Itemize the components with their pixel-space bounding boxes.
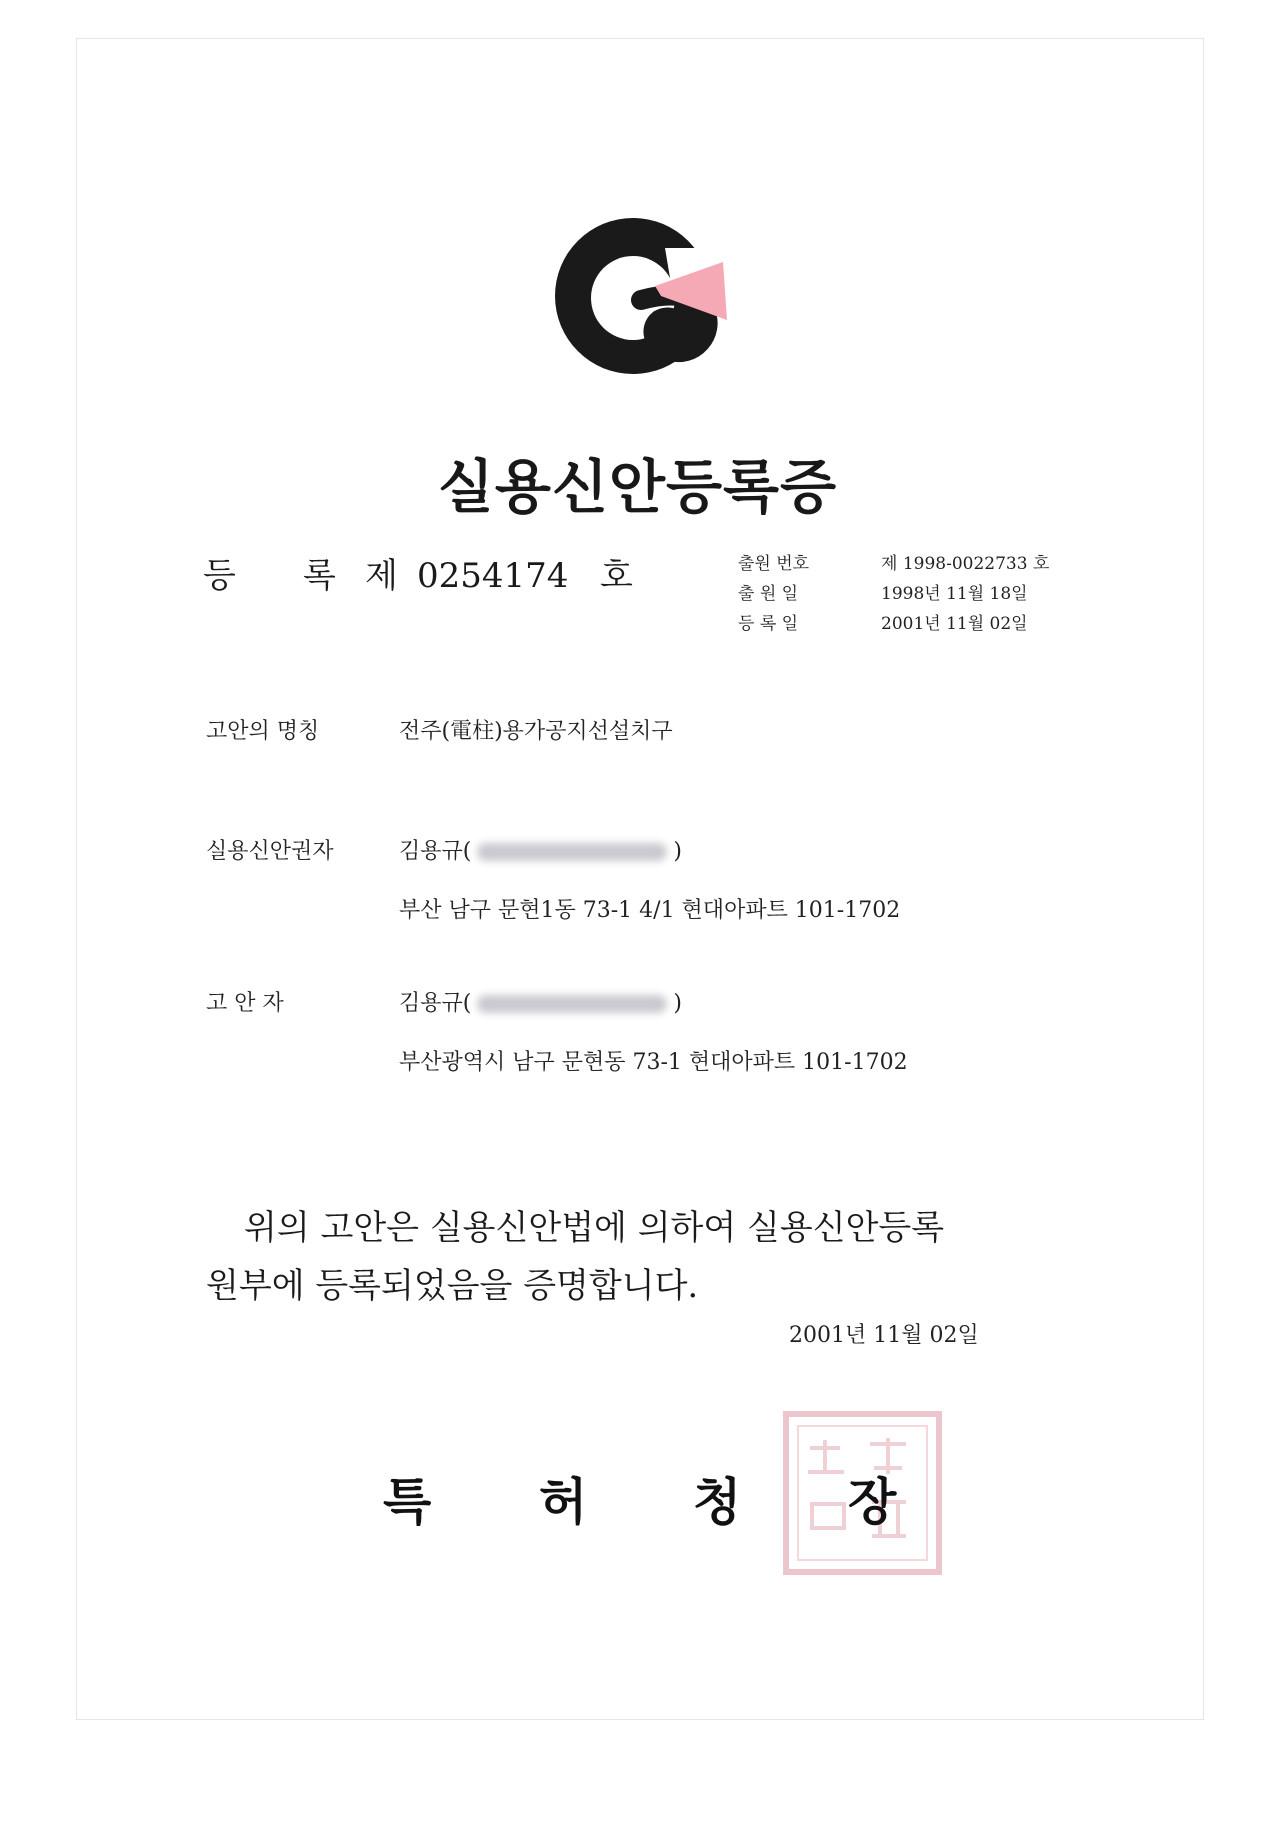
application-date-label: 출 원 일 — [738, 584, 799, 604]
invention-name-value: 전주(電柱)용가공지선설치구 — [399, 719, 673, 744]
issuer-char-3: 청 — [693, 1473, 742, 1531]
application-number-value: 제 1998-0022733 호 — [881, 554, 1050, 574]
inventor-label: 고 안 자 — [206, 991, 284, 1016]
registration-date-label: 등 록 일 — [738, 614, 799, 634]
owner-label: 실용신안권자 — [206, 839, 334, 864]
invention-name-label: 고안의 명칭 — [206, 719, 320, 744]
registration-label-1: 등 — [203, 556, 236, 596]
application-info — [738, 549, 1049, 639]
owner-name: 김용규( — [399, 839, 472, 864]
statement-line-1: 위의 고안은 실용신안법에 의하여 실용신안등록 — [244, 1208, 945, 1248]
redacted-id — [477, 843, 667, 861]
registration-label-2: 록 — [303, 556, 336, 596]
issue-date: 2001년 11월 02일 — [789, 1323, 979, 1348]
application-number-row — [738, 549, 1049, 579]
registration-suffix: 호 — [600, 556, 633, 596]
inventor-name: 김용규( — [399, 991, 472, 1016]
document-title: 실용신안등록증 — [437, 453, 838, 521]
redacted-id — [477, 995, 667, 1013]
registration-number — [203, 548, 633, 597]
owner-address: 부산 남구 문현1동 73-1 4/1 현대아파트 101-1702 — [399, 898, 901, 923]
registration-label-3: 제 — [365, 556, 398, 596]
certification-statement — [206, 1199, 1096, 1315]
owner-close: ) — [673, 839, 682, 864]
application-number-label: 출원 번호 — [738, 554, 810, 574]
issuer-char-4: 장 — [848, 1473, 897, 1531]
kipo-emblem-icon — [545, 200, 755, 380]
application-date-value: 1998년 11월 18일 — [881, 584, 1028, 604]
statement-line-2: 원부에 등록되었음을 증명합니다. — [206, 1266, 699, 1306]
application-date-row — [738, 579, 1049, 609]
issuer-char-2: 허 — [539, 1473, 588, 1531]
invention-name-row — [206, 714, 673, 745]
owner-row — [206, 834, 682, 865]
registration-number-value: 0254174 — [417, 556, 569, 596]
inventor-row — [206, 986, 682, 1017]
issuer-char-1: 특 — [383, 1473, 432, 1531]
registration-date-row — [738, 609, 1049, 639]
issuer — [383, 1462, 896, 1534]
registration-date-value: 2001년 11월 02일 — [881, 614, 1028, 634]
inventor-close: ) — [673, 991, 682, 1016]
inventor-address: 부산광역시 남구 문현동 73-1 현대아파트 101-1702 — [399, 1050, 908, 1075]
